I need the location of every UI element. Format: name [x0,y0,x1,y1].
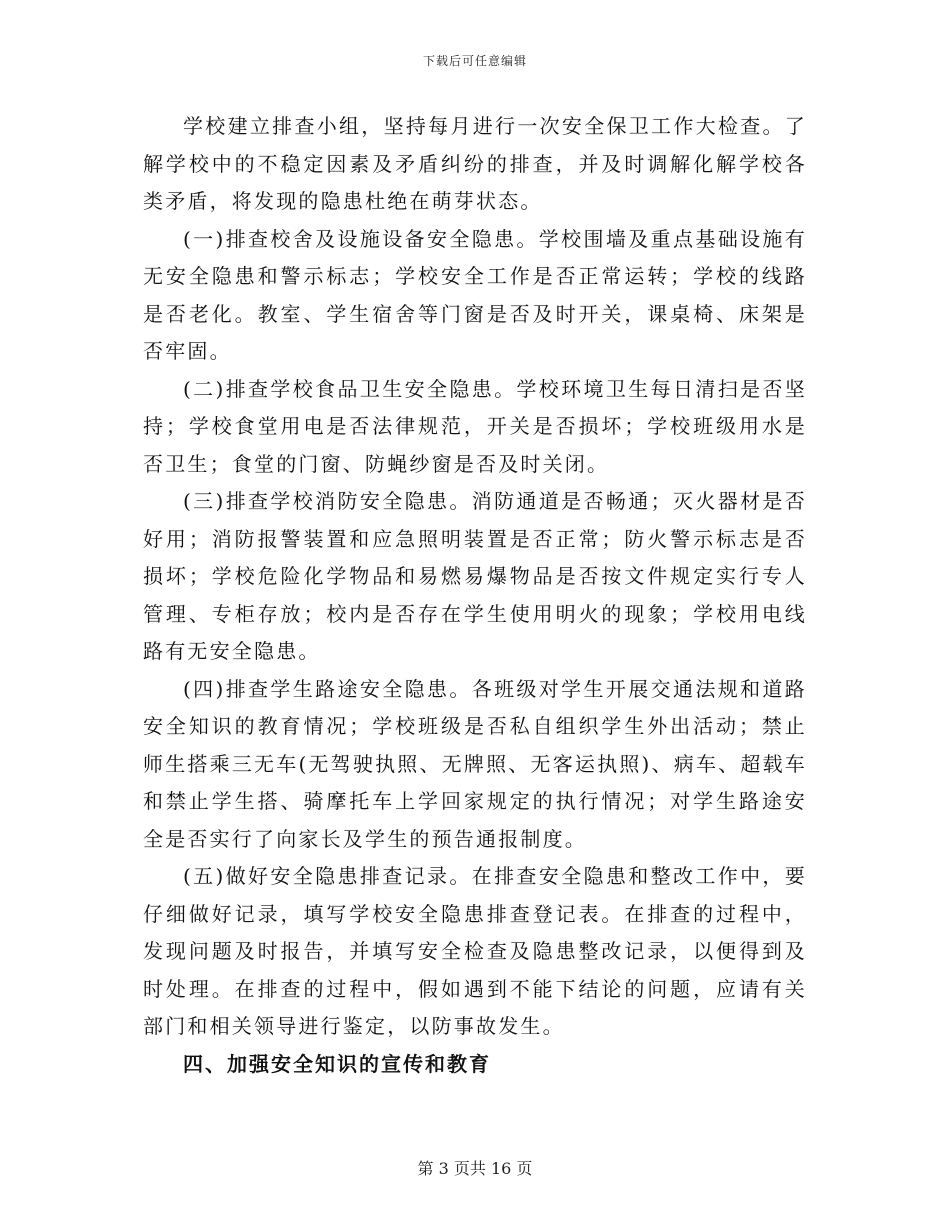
paragraph-item-5: (五)做好安全隐患排查记录。在排查安全隐患和整改工作中，要仔细做好记录，填写学校安全隐患排查登记表。在排查的过程中，发现问题及时报告，并填写安全检查及隐患整改记录，以便得到及时处理。在排查的过程中，假如遇到不能下结论的问题，应请有关部门和相关领导进行鉴定，以防事故发生。 [143,864,807,1038]
section-heading: 四、加强安全知识的宣传和教育 [183,1051,491,1076]
paragraph-item-2: (二)排查学校食品卫生安全隐患。学校环境卫生每日清扫是否坚持；学校食堂用电是否法律规范，开关是否损坏；学校班级用水是否卫生；食堂的门窗、防蝇纱窗是否及时关闭。 [143,376,807,476]
paragraph-item-4: (四)排查学生路途安全隐患。各班级对学生开展交通法规和道路安全知识的教育情况；学校班级是否私自组织学生外出活动；禁止师生搭乘三无车(无驾驶执照、无牌照、无客运执照)、病车、超载车和禁止学生搭、骑摩托车上学回家规定的执行情况；对学生路途安全是否实行了向家长及学生的预告通报制度。 [143,676,807,851]
paragraph-item-1: (一)排查校舍及设施设备安全隐患。学校围墙及重点基础设施有无安全隐患和警示标志；学校安全工作是否正常运转；学校的线路是否老化。教室、学生宿舍等门窗是否及时开关，课桌椅、床架是否牢固。 [143,226,807,363]
document-body [143,108,807,1083]
paragraph-item-3: (三)排查学校消防安全隐患。消防通道是否畅通；灭火器材是否好用；消防报警装置和应急照明装置是否正常；防火警示标志是否损坏；学校危险化学物品和易燃易爆物品是否按文件规定实行专人管理、专柜存放；校内是否存在学生使用明火的现象；学校用电线路有无安全隐患。 [143,489,807,663]
header-note: 下载后可任意编辑 [422,54,527,68]
page-number: 第 3 页共 16 页 [417,1159,533,1178]
paragraph-intro: 学校建立排查小组，坚持每月进行一次安全保卫工作大检查。了解学校中的不稳定因素及矛盾纠纷的排查，并及时调解化解学校各类矛盾，将发现的隐患杜绝在萌芽状态。 [143,114,807,213]
